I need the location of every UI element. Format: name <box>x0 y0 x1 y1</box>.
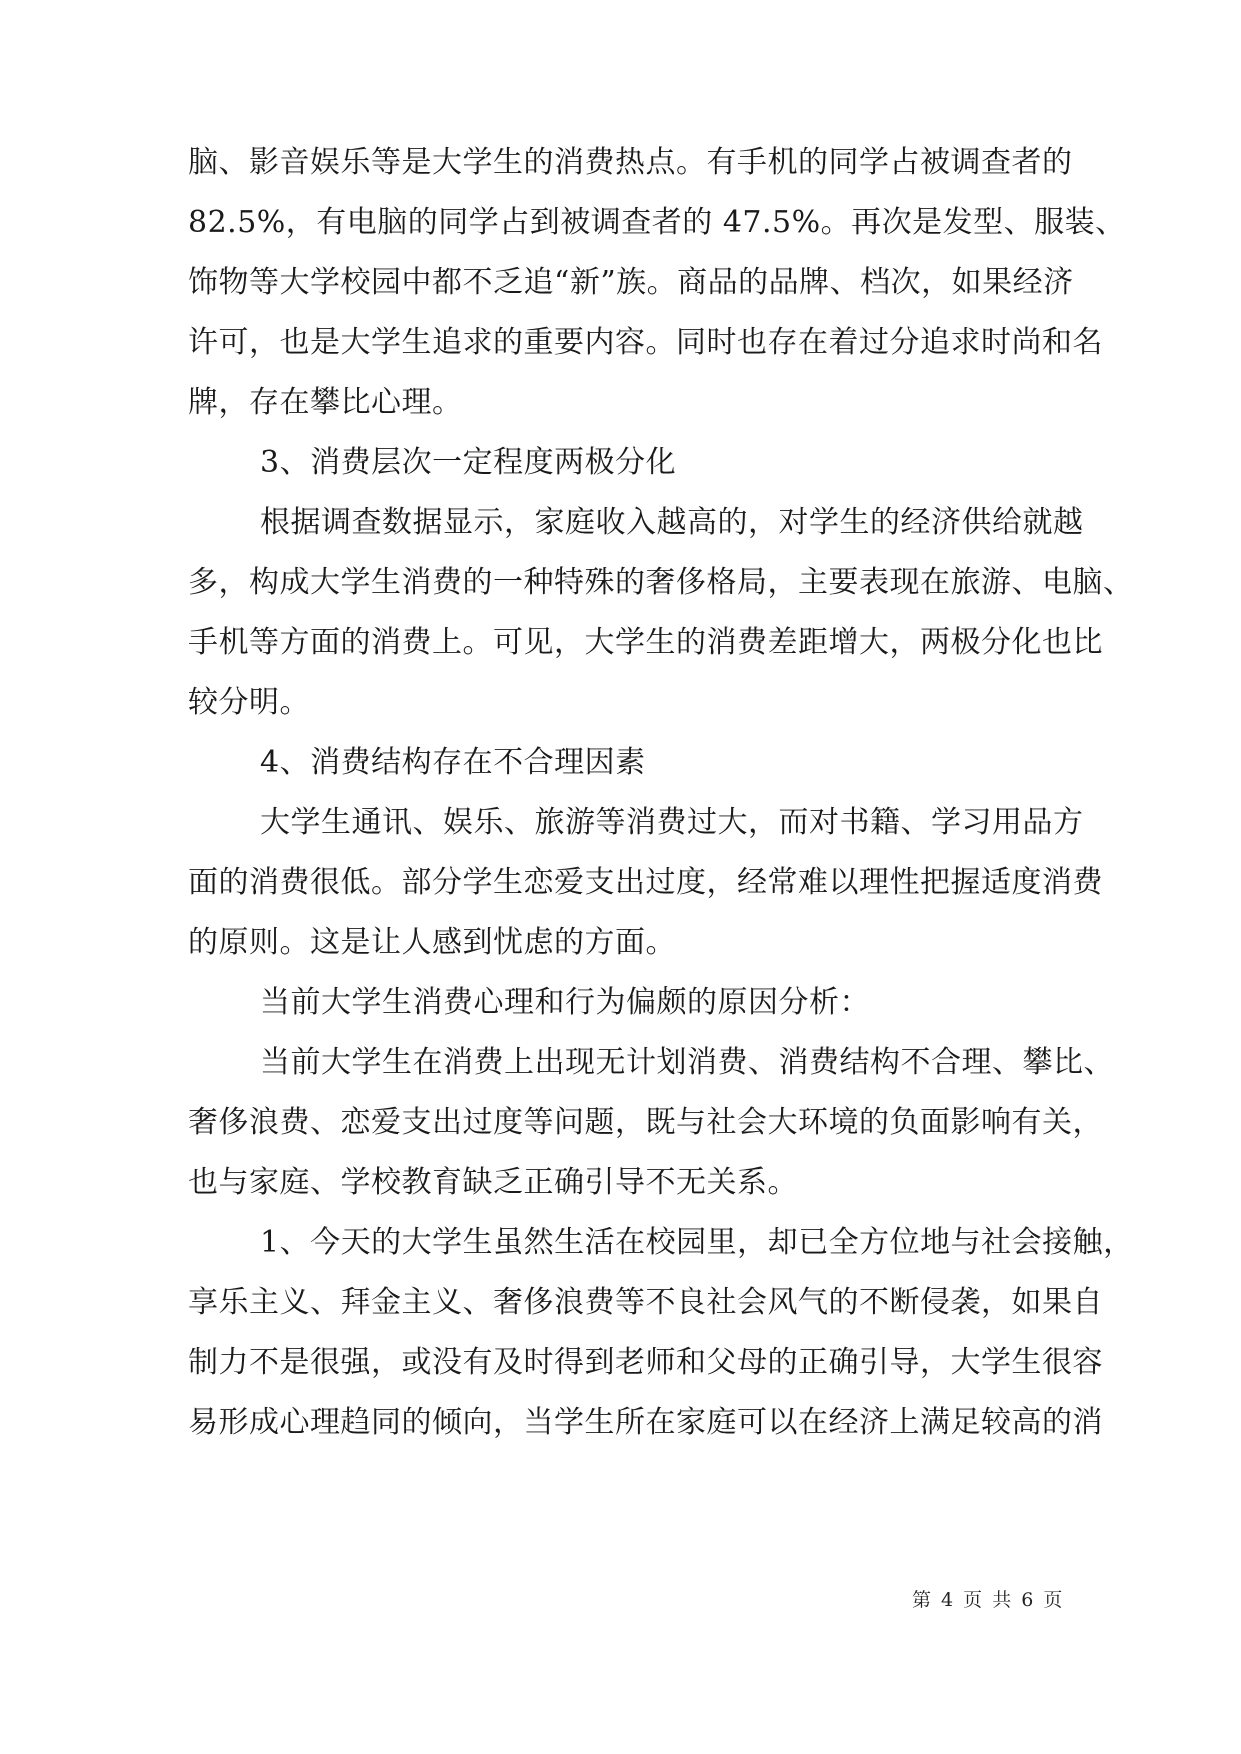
text-line: 牌，存在攀比心理。 <box>188 385 463 420</box>
section-heading: 4、消费结构存在不合理因素 <box>260 745 646 780</box>
text-line: 许可，也是大学生追求的重要内容。同时也存在着过分追求时尚和名 <box>188 325 1103 360</box>
text-line: 较分明。 <box>188 685 310 720</box>
text-line: 的原则。这是让人感到忧虑的方面。 <box>188 925 676 960</box>
text-line: 多，构成大学生消费的一种特殊的奢侈格局，主要表现在旅游、电脑、 <box>188 565 1134 600</box>
text-line: 面的消费很低。部分学生恋爱支出过度，经常难以理性把握适度消费 <box>188 865 1103 900</box>
section-heading: 3、消费层次一定程度两极分化 <box>260 445 677 480</box>
text-line: 当前大学生在消费上出现无计划消费、消费结构不合理、攀比、 <box>260 1045 1114 1080</box>
text-line: 大学生通讯、娱乐、旅游等消费过大，而对书籍、学习用品方 <box>260 805 1084 840</box>
text-line: 脑、影音娱乐等是大学生的消费热点。有手机的同学占被调查者的 <box>188 145 1073 180</box>
section-heading: 当前大学生消费心理和行为偏颇的原因分析： <box>260 985 870 1020</box>
text-line: 1、今天的大学生虽然生活在校园里，却已全方位地与社会接触， <box>260 1225 1134 1260</box>
text-line: 奢侈浪费、恋爱支出过度等问题，既与社会大环境的负面影响有关， <box>188 1105 1103 1140</box>
text-line: 易形成心理趋同的倾向，当学生所在家庭可以在经济上满足较高的消 <box>188 1405 1103 1440</box>
text-line: 享乐主义、拜金主义、奢侈浪费等不良社会风气的不断侵袭，如果自 <box>188 1285 1103 1320</box>
text-line: 根据调查数据显示，家庭收入越高的，对学生的经济供给就越 <box>260 505 1084 540</box>
text-line: 82.5%，有电脑的同学占到被调查者的 47.5%。再次是发型、服装、 <box>188 205 1126 240</box>
text-line: 制力不是很强，或没有及时得到老师和父母的正确引导，大学生很容 <box>188 1345 1103 1380</box>
text-line: 手机等方面的消费上。可见，大学生的消费差距增大，两极分化也比 <box>188 625 1103 660</box>
text-line: 也与家庭、学校教育缺乏正确引导不无关系。 <box>188 1165 798 1200</box>
text-line: 饰物等大学校园中都不乏追“新”族。商品的品牌、档次，如果经济 <box>188 265 1074 300</box>
page-number: 第 4 页 共 6 页 <box>912 1589 1065 1611</box>
